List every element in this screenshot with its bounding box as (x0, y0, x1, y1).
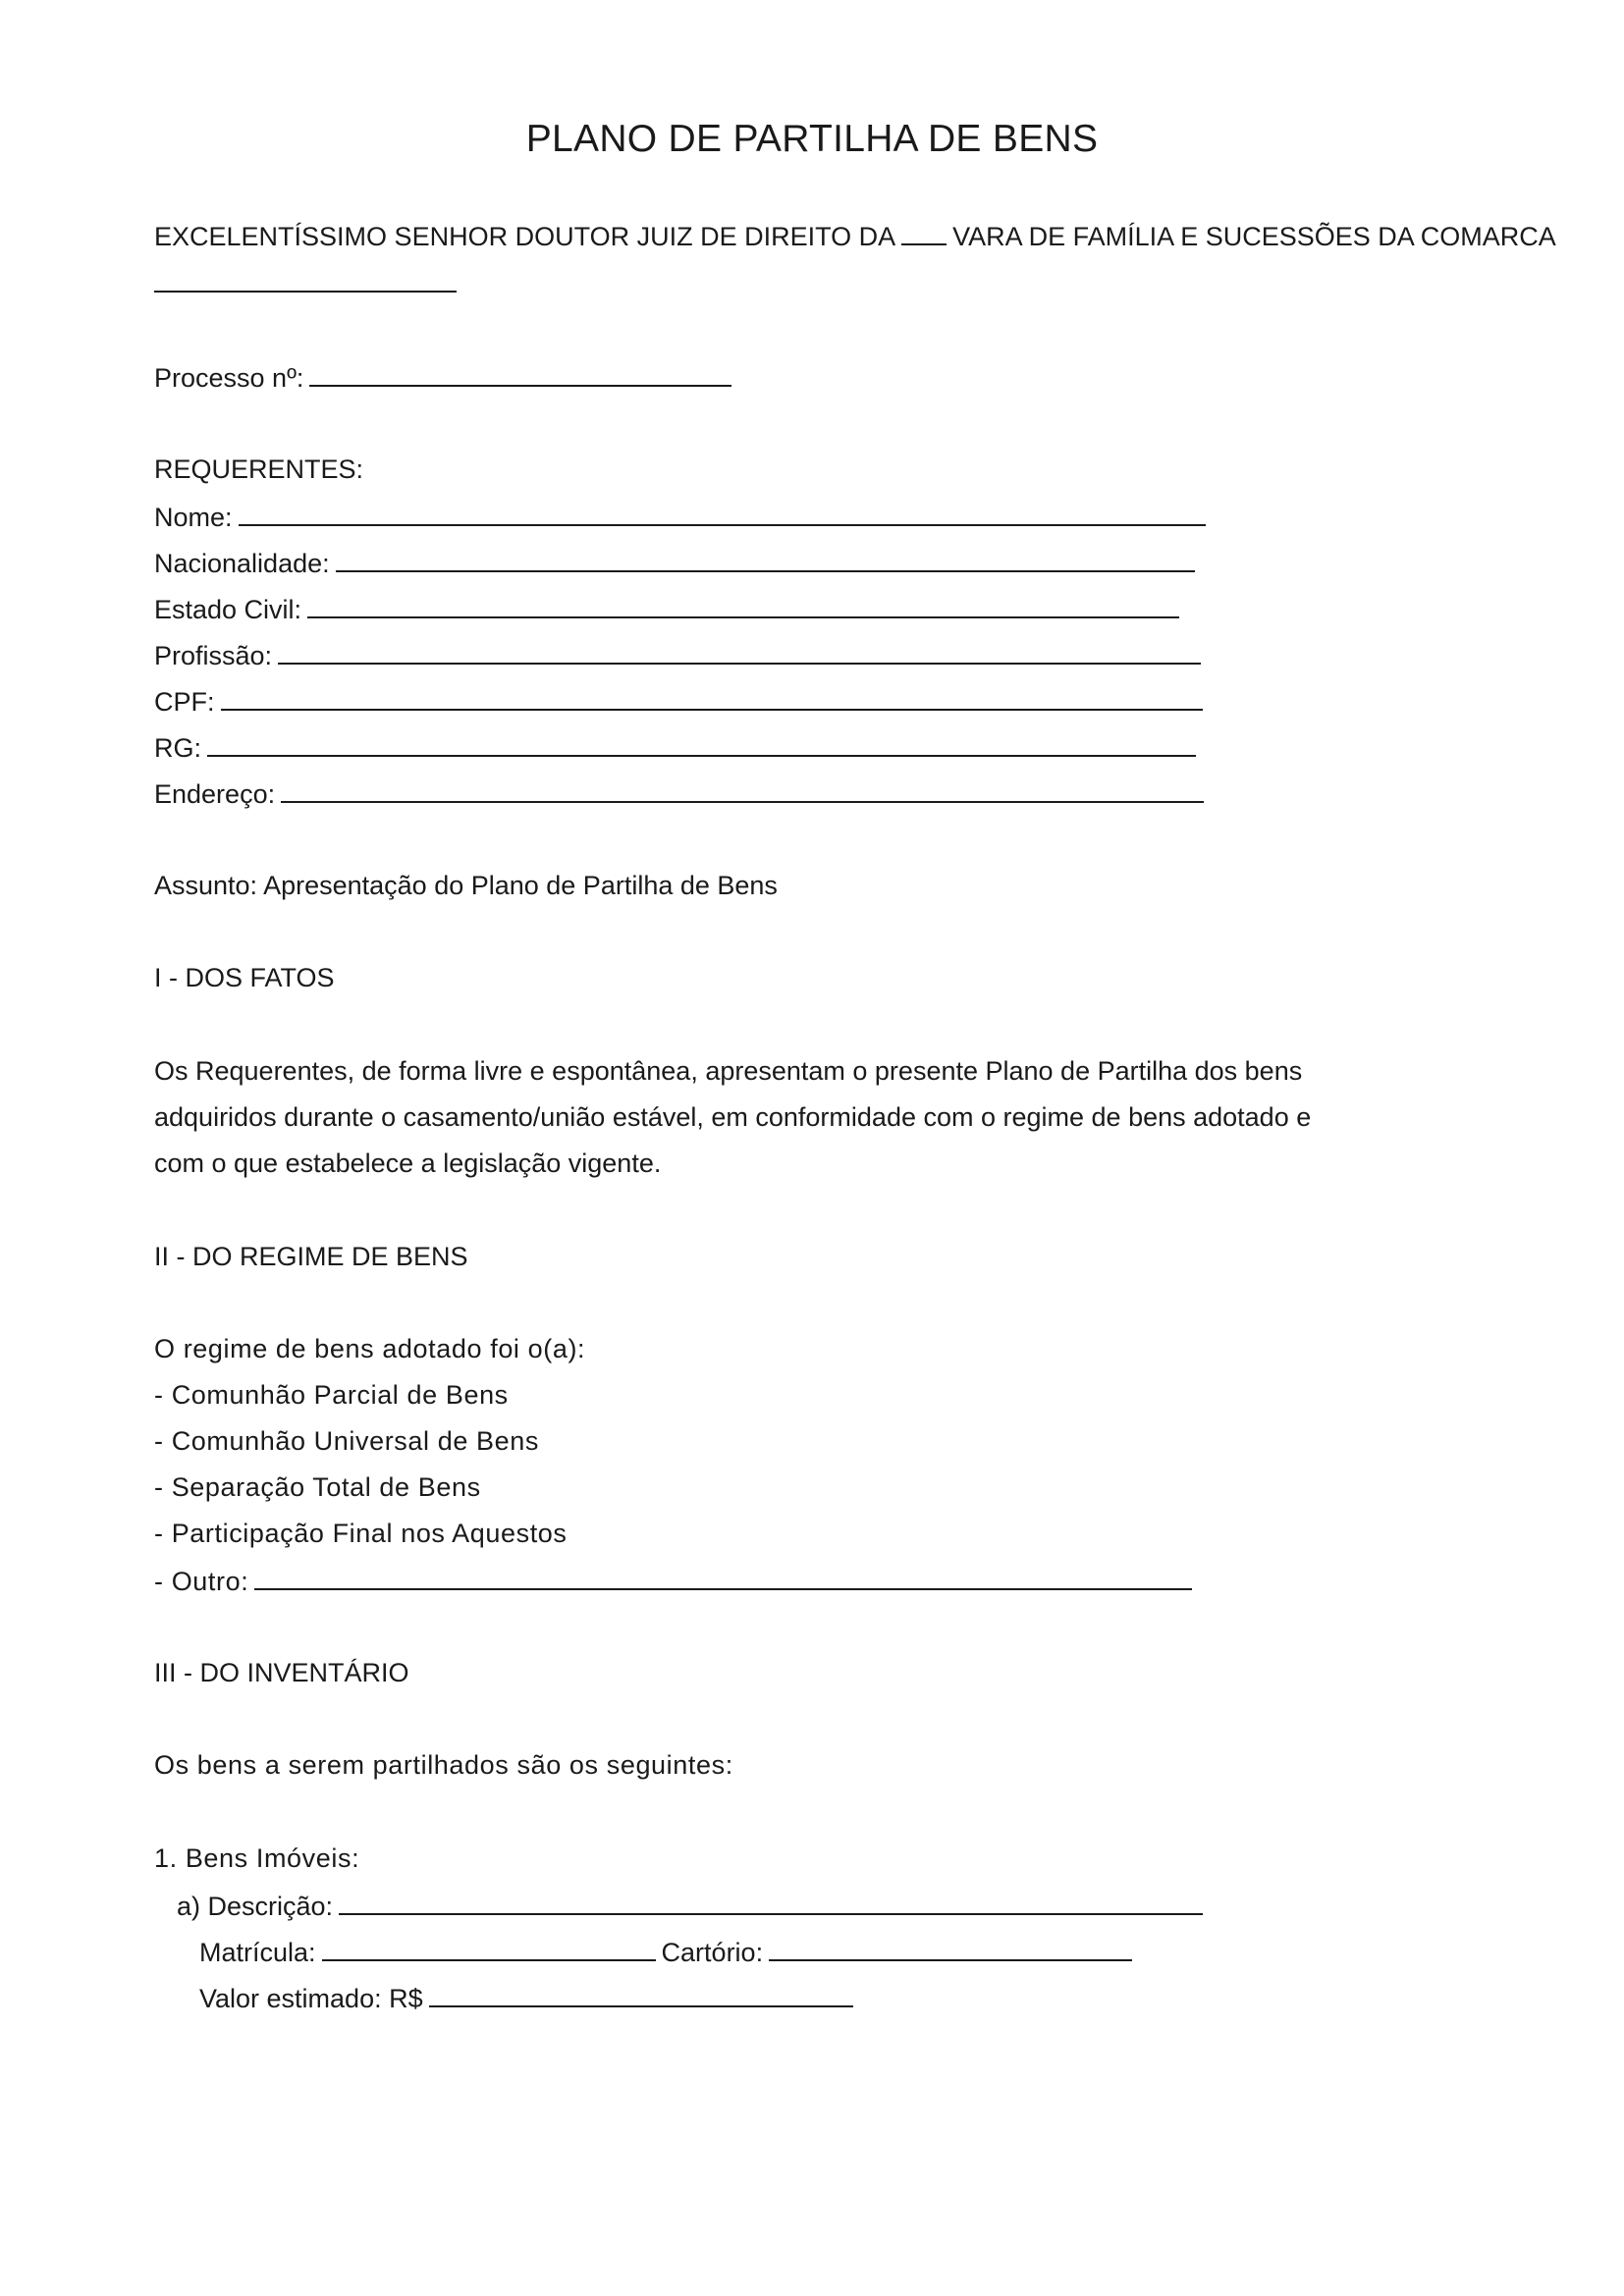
process-line (154, 359, 731, 395)
item1-valor-line (199, 1980, 853, 2015)
field-nome-blank[interactable] (239, 499, 1206, 526)
item1-valor-label: Valor estimado: R$ (199, 1984, 423, 2013)
section3-heading: III - DO INVENTÁRIO (154, 1658, 409, 1687)
field-nacionalidade-blank[interactable] (336, 545, 1195, 572)
regime-option-participacao-final: - Participação Final nos Aquestos (154, 1519, 568, 1548)
field-nacionalidade-label: Nacionalidade: (154, 549, 330, 578)
section2-heading: II - DO REGIME DE BENS (154, 1242, 468, 1271)
section1-paragraph-line3: com o que estabelece a legislação vigente. (154, 1148, 662, 1178)
process-number-blank[interactable] (309, 359, 731, 387)
field-estado-civil-label: Estado Civil: (154, 595, 302, 624)
regime-option-outro (154, 1563, 1192, 1598)
item1-description-blank[interactable] (339, 1888, 1203, 1915)
field-rg (154, 729, 1196, 765)
field-endereco (154, 775, 1204, 811)
field-profissao-label: Profissão: (154, 641, 273, 670)
addressee-line (154, 218, 1556, 253)
comarca-blank[interactable] (154, 265, 457, 293)
field-cpf-label: CPF: (154, 687, 215, 717)
item1-description-line (177, 1888, 1203, 1923)
item1-cartorio-label: Cartório: (661, 1938, 764, 1967)
field-nacionalidade (154, 545, 1195, 580)
document-title: PLANO DE PARTILHA DE BENS (525, 118, 1099, 160)
subject-line: Assunto: Apresentação do Plano de Partilha de Bens (154, 871, 778, 900)
process-label: Processo nº: (154, 363, 304, 393)
section2-intro: O regime de bens adotado foi o(a): (154, 1334, 586, 1363)
item1-matricula-blank[interactable] (322, 1934, 656, 1961)
field-estado-civil-blank[interactable] (307, 591, 1179, 618)
requerentes-heading: REQUERENTES: (154, 454, 364, 484)
field-rg-blank[interactable] (207, 729, 1196, 757)
regime-option-comunhao-parcial: - Comunhão Parcial de Bens (154, 1380, 509, 1410)
item1-cartorio-blank[interactable] (769, 1934, 1132, 1961)
item1-heading: 1. Bens Imóveis: (154, 1843, 360, 1873)
vara-number-blank[interactable] (901, 218, 947, 245)
comarca-line (154, 265, 457, 300)
item1-matricula-line (199, 1934, 1132, 1969)
item1-description-label: a) Descrição: (177, 1892, 334, 1921)
field-profissao (154, 637, 1201, 672)
section3-intro: Os bens a serem partilhados são os seguintes: (154, 1750, 733, 1780)
field-estado-civil (154, 591, 1179, 626)
section1-paragraph-line2: adquiridos durante o casamento/união estável, em conformidade com o regime de bens adotado e (154, 1102, 1312, 1132)
regime-option-outro-label: - Outro: (154, 1567, 249, 1596)
regime-option-comunhao-universal: - Comunhão Universal de Bens (154, 1426, 539, 1456)
item1-matricula-label: Matrícula: (199, 1938, 316, 1967)
field-rg-label: RG: (154, 733, 202, 763)
regime-option-separacao-total: - Separação Total de Bens (154, 1472, 481, 1502)
field-endereco-label: Endereço: (154, 779, 276, 809)
field-endereco-blank[interactable] (281, 775, 1204, 803)
section1-paragraph-line1: Os Requerentes, de forma livre e espontânea, apresentam o presente Plano de Partilha dos bens (154, 1056, 1303, 1086)
field-cpf (154, 683, 1203, 719)
item1-valor-blank[interactable] (429, 1980, 853, 2007)
field-nome-label: Nome: (154, 503, 233, 532)
field-cpf-blank[interactable] (221, 683, 1203, 711)
field-nome (154, 499, 1206, 534)
addressee-part1: EXCELENTÍSSIMO SENHOR DOUTOR JUIZ DE DIREITO DA (154, 222, 896, 251)
field-profissao-blank[interactable] (278, 637, 1201, 665)
regime-outro-blank[interactable] (254, 1563, 1192, 1590)
addressee-part2: VARA DE FAMÍLIA E SUCESSÕES DA COMARCA (952, 222, 1556, 251)
section1-heading: I - DOS FATOS (154, 963, 335, 992)
